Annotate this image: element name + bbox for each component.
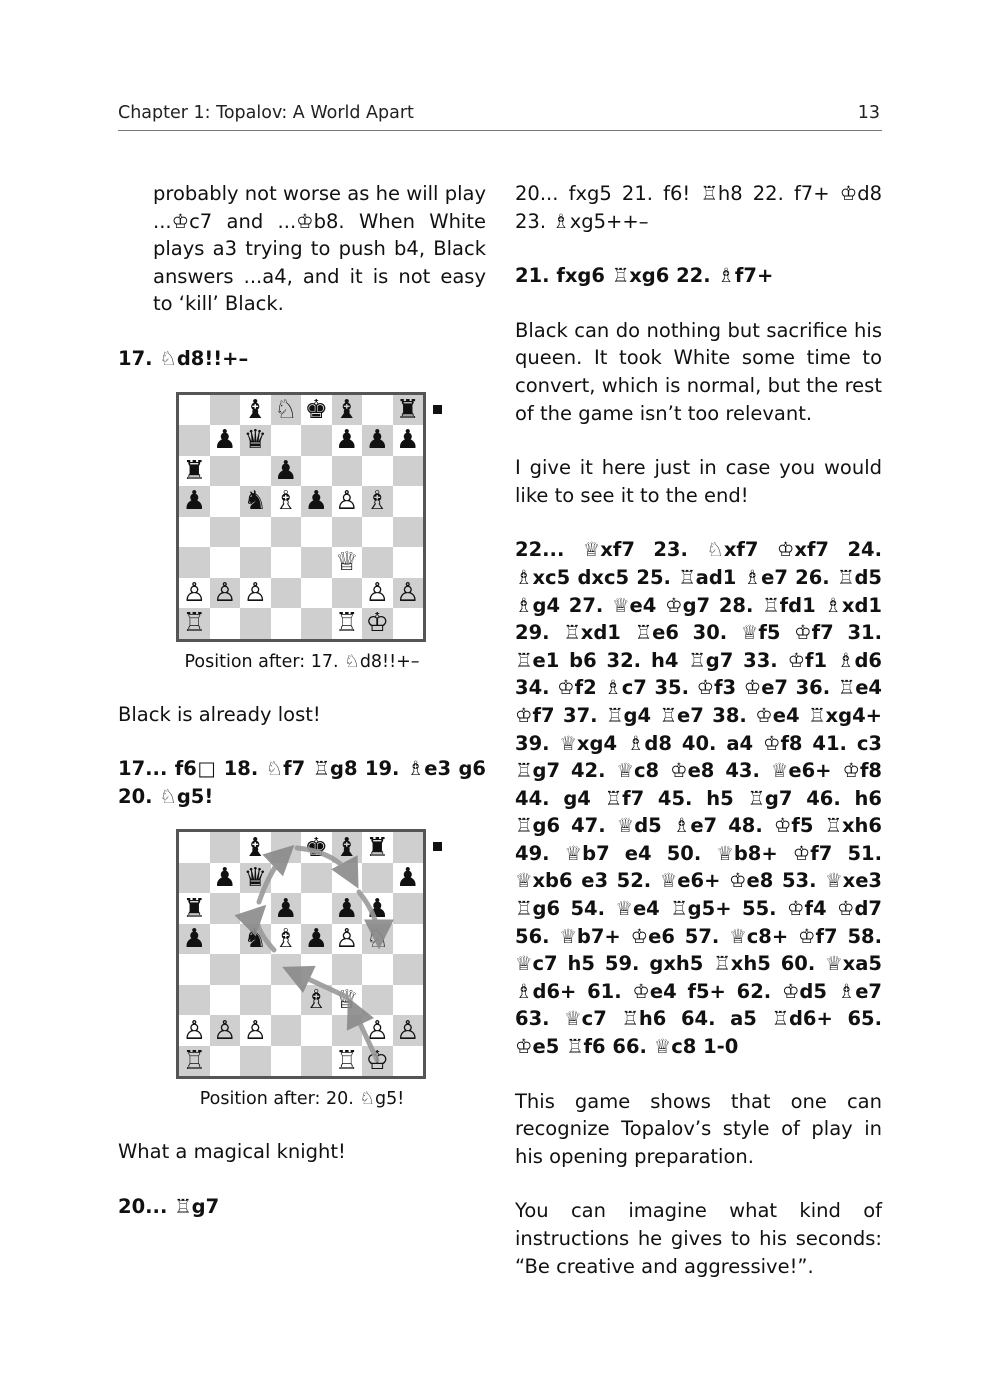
chess-piece: ♟ (304, 486, 328, 517)
chess-piece: ♙ (243, 577, 267, 608)
chess-board-2 (176, 829, 426, 1079)
chess-piece: ♚ (304, 832, 328, 863)
chess-piece: ♟ (182, 924, 206, 955)
square-d8 (271, 832, 302, 863)
square-d4 (271, 517, 302, 548)
square-e7 (301, 425, 332, 456)
chess-board-1 (176, 392, 426, 642)
square-e4 (301, 517, 332, 548)
chess-piece: ♙ (182, 577, 206, 608)
square-e5 (301, 486, 332, 517)
square-h1 (393, 608, 424, 639)
square-c7 (240, 863, 271, 894)
square-f1 (332, 608, 363, 639)
chess-piece: ♛ (243, 425, 267, 456)
square-a7 (179, 425, 210, 456)
chess-piece: ♙ (396, 577, 420, 608)
square-d5 (271, 924, 302, 955)
square-a2 (179, 578, 210, 609)
diagram-1 (118, 392, 486, 674)
square-c5 (240, 486, 271, 517)
chess-piece: ♙ (335, 486, 359, 517)
square-e3 (301, 547, 332, 578)
square-c3 (240, 985, 271, 1016)
chess-piece: ♟ (274, 893, 298, 924)
square-b1 (210, 1046, 241, 1077)
chess-piece: ♜ (182, 893, 206, 924)
page-number: 13 (857, 103, 880, 123)
side-to-move-marker (433, 842, 442, 851)
chess-piece: ♟ (274, 455, 298, 486)
square-f3 (332, 547, 363, 578)
square-e8 (301, 832, 332, 863)
left-column (118, 180, 486, 1221)
chess-piece: ♘ (365, 924, 389, 955)
side-to-move-marker (433, 405, 442, 414)
square-e4 (301, 954, 332, 985)
square-f5 (332, 486, 363, 517)
square-a8 (179, 832, 210, 863)
square-g7 (362, 425, 393, 456)
square-e5 (301, 924, 332, 955)
variation-20: 20... fxg5 21. f6! ♖h8 22. f7+ ♔d8 23. ♗xg5++– (515, 182, 882, 233)
square-b8 (210, 832, 241, 863)
square-g6 (362, 456, 393, 487)
square-c2 (240, 578, 271, 609)
square-e1 (301, 1046, 332, 1077)
square-c2 (240, 1015, 271, 1046)
square-h2 (393, 1015, 424, 1046)
page-header (118, 98, 882, 131)
square-h8 (393, 832, 424, 863)
diagram-2 (118, 829, 486, 1111)
square-g2 (362, 578, 393, 609)
square-b3 (210, 547, 241, 578)
chess-piece: ♙ (396, 1015, 420, 1046)
square-d8 (271, 395, 302, 426)
chess-piece: ♝ (243, 832, 267, 863)
square-h2 (393, 578, 424, 609)
move-17-heading: 17. ♘d8!!+– (118, 346, 249, 370)
square-c3 (240, 547, 271, 578)
chess-piece: ♘ (274, 394, 298, 425)
chess-piece: ♝ (243, 394, 267, 425)
square-h6 (393, 893, 424, 924)
square-f7 (332, 863, 363, 894)
chess-piece: ♙ (213, 1015, 237, 1046)
square-a3 (179, 985, 210, 1016)
square-c7 (240, 425, 271, 456)
square-e6 (301, 893, 332, 924)
square-b7 (210, 425, 241, 456)
diagram-1-caption: Position after: 17. ♘d8!!+– (184, 651, 420, 672)
chapter-title: Chapter 1: Topalov: A World Apart (118, 103, 414, 123)
square-g3 (362, 547, 393, 578)
chess-piece: ♖ (335, 608, 359, 639)
square-h4 (393, 517, 424, 548)
square-b6 (210, 893, 241, 924)
chess-piece: ♔ (365, 1046, 389, 1077)
paragraph-sacrifice: Black can do nothing but sacrifice his queen. It took White some time to convert, which is normal, but the rest of the game isn’t too relevant. (515, 318, 882, 425)
square-a6 (179, 893, 210, 924)
square-g7 (362, 863, 393, 894)
square-f1 (332, 1046, 363, 1077)
square-c6 (240, 456, 271, 487)
square-a4 (179, 954, 210, 985)
square-e8 (301, 395, 332, 426)
square-h7 (393, 425, 424, 456)
right-column (515, 180, 882, 1280)
square-f5 (332, 924, 363, 955)
chess-piece: ♟ (213, 863, 237, 894)
chess-piece: ♕ (335, 547, 359, 578)
square-c5 (240, 924, 271, 955)
square-b2 (210, 578, 241, 609)
chess-piece: ♙ (213, 577, 237, 608)
square-c8 (240, 395, 271, 426)
square-c1 (240, 608, 271, 639)
square-b3 (210, 985, 241, 1016)
paragraph-worse: probably not worse as he will play ...♔c7 and ...♔b8. When White plays a3 trying to push b4, Black answers ...a4, and it is not easy to ‘kill’ Black. (153, 182, 486, 316)
square-b1 (210, 608, 241, 639)
square-g4 (362, 517, 393, 548)
chess-piece: ♝ (335, 394, 359, 425)
square-d6 (271, 893, 302, 924)
square-c6 (240, 893, 271, 924)
square-e2 (301, 1015, 332, 1046)
square-a3 (179, 547, 210, 578)
move-21-heading: 21. fxg6 ♖xg6 22. ♗f7+ (515, 264, 774, 288)
chess-piece: ♙ (365, 1015, 389, 1046)
chess-piece: ♖ (182, 608, 206, 639)
chess-piece: ♙ (182, 1015, 206, 1046)
chess-piece: ♖ (335, 1046, 359, 1077)
square-e7 (301, 863, 332, 894)
chess-piece: ♟ (396, 863, 420, 894)
chess-piece: ♟ (335, 893, 359, 924)
square-h3 (393, 985, 424, 1016)
square-h8 (393, 395, 424, 426)
square-d1 (271, 608, 302, 639)
square-a6 (179, 456, 210, 487)
square-c4 (240, 954, 271, 985)
square-f2 (332, 578, 363, 609)
chess-piece: ♖ (182, 1046, 206, 1077)
square-d7 (271, 425, 302, 456)
square-f8 (332, 832, 363, 863)
chess-piece: ♞ (243, 486, 267, 517)
square-b2 (210, 1015, 241, 1046)
square-g8 (362, 395, 393, 426)
chess-piece: ♕ (335, 985, 359, 1016)
square-h1 (393, 1046, 424, 1077)
square-g8 (362, 832, 393, 863)
square-f7 (332, 425, 363, 456)
chess-piece: ♛ (243, 863, 267, 894)
square-b5 (210, 924, 241, 955)
chess-piece: ♙ (243, 1015, 267, 1046)
square-b4 (210, 517, 241, 548)
square-b8 (210, 395, 241, 426)
square-g1 (362, 1046, 393, 1077)
chess-piece: ♟ (213, 425, 237, 456)
square-e1 (301, 608, 332, 639)
chess-piece: ♙ (335, 924, 359, 955)
square-h6 (393, 456, 424, 487)
chess-piece: ♗ (304, 985, 328, 1016)
square-d6 (271, 456, 302, 487)
chess-piece: ♟ (304, 924, 328, 955)
square-g2 (362, 1015, 393, 1046)
moves-17-20: 17... f6□ 18. ♘f7 ♖g8 19. ♗e3 g6 20. ♘g5! (118, 757, 486, 808)
square-d3 (271, 547, 302, 578)
square-h5 (393, 924, 424, 955)
square-a5 (179, 924, 210, 955)
square-g3 (362, 985, 393, 1016)
diagram-2-caption: Position after: 20. ♘g5! (199, 1089, 405, 1110)
square-a7 (179, 863, 210, 894)
paragraph-instructions: You can imagine what kind of instructions he gives to his seconds: “Be creative and aggressive!”. (515, 1199, 882, 1278)
square-h7 (393, 863, 424, 894)
square-f8 (332, 395, 363, 426)
square-b5 (210, 486, 241, 517)
square-a4 (179, 517, 210, 548)
square-g5 (362, 924, 393, 955)
magical-knight-text: What a magical knight! (118, 1140, 346, 1164)
chess-piece: ♞ (243, 924, 267, 955)
chess-piece: ♜ (396, 394, 420, 425)
chess-piece: ♚ (304, 394, 328, 425)
chess-piece: ♔ (365, 608, 389, 639)
square-f6 (332, 456, 363, 487)
move-20-rook: 20... ♖g7 (118, 1194, 220, 1218)
square-g1 (362, 608, 393, 639)
paragraph-style: This game shows that one can recognize Topalov’s style of play in his opening preparation. (515, 1089, 882, 1168)
chess-piece: ♟ (365, 893, 389, 924)
chess-piece: ♜ (182, 455, 206, 486)
chess-piece: ♟ (335, 425, 359, 456)
square-d2 (271, 578, 302, 609)
chess-piece: ♟ (182, 486, 206, 517)
square-c4 (240, 517, 271, 548)
square-h3 (393, 547, 424, 578)
chess-piece: ♟ (396, 425, 420, 456)
game-moves: 22... ♕xf7 23. ♘xf7 ♔xf7 24. ♗xc5 dxc5 25. ♖ad1 ♗e7 26. ♖d5 ♗g4 27. ♕e4 ♔g7 28. ♖fd1 ♗xd1 29. ♖xd1 ♖e6 30. ♕f5 ♔f7 31. ♖e1 b6 32. h4 ♖g7 33. ♔f1 ♗d6 34. ♔f2 ♗c7 35. ♔f3 ♔e7 36. ♖e4 ♔f7 37. ♖g4 ♖e7 38. ♔e4 ♖xg4+ 39. ♕xg4 ♗d8 40. a4 ♔f8 41. c3 ♖g7 42. ♕c8 ♔e8 43. ♕e6+ ♔f8 44. g4 ♖f7 45. h5 ♖g7 46. h6 ♖g6 47. ♕d5 ♗e7 48. ♔f5 ♖xh6 49. ♕b7 e4 50. ♕b8+ ♔f7 51. ♕xb6 e3 52. ♕e6+ ♔e8 53. ♕xe3 ♖g6 54. ♕e4 ♖g5+ 55. ♔f4 ♔d7 56. ♕b7+ ♔e6 57. ♕c8+ ♔f7 58. ♕c7 h5 59. gxh5 ♖xh5 60. ♕xa5 ♗d6+ 61. ♔e4 f5+ 62. ♔d5 ♗e7 63. ♕c7 ♖h6 64. a5 ♖d6+ 65. ♔e5 ♖f6 66. ♕c8 1-0 (515, 538, 882, 1059)
square-a8 (179, 395, 210, 426)
square-d7 (271, 863, 302, 894)
square-g5 (362, 486, 393, 517)
square-c1 (240, 1046, 271, 1077)
square-d4 (271, 954, 302, 985)
square-h5 (393, 486, 424, 517)
square-a5 (179, 486, 210, 517)
square-g6 (362, 893, 393, 924)
square-e3 (301, 985, 332, 1016)
square-d2 (271, 1015, 302, 1046)
square-a1 (179, 1046, 210, 1077)
square-d3 (271, 985, 302, 1016)
square-f2 (332, 1015, 363, 1046)
chess-piece: ♙ (365, 577, 389, 608)
square-e6 (301, 456, 332, 487)
square-d1 (271, 1046, 302, 1077)
square-f4 (332, 517, 363, 548)
square-a1 (179, 608, 210, 639)
square-f3 (332, 985, 363, 1016)
chess-piece: ♗ (274, 486, 298, 517)
square-f4 (332, 954, 363, 985)
square-b4 (210, 954, 241, 985)
square-a2 (179, 1015, 210, 1046)
chess-piece: ♗ (274, 924, 298, 955)
square-c8 (240, 832, 271, 863)
black-lost-text: Black is already lost! (118, 702, 321, 726)
square-b7 (210, 863, 241, 894)
square-h4 (393, 954, 424, 985)
square-e2 (301, 578, 332, 609)
chess-piece: ♝ (335, 832, 359, 863)
paragraph-end: I give it here just in case you would like to see it to the end! (515, 456, 882, 507)
chess-piece: ♟ (365, 425, 389, 456)
square-f6 (332, 893, 363, 924)
chess-piece: ♜ (365, 832, 389, 863)
square-b6 (210, 456, 241, 487)
chess-piece: ♗ (365, 486, 389, 517)
square-g4 (362, 954, 393, 985)
square-d5 (271, 486, 302, 517)
